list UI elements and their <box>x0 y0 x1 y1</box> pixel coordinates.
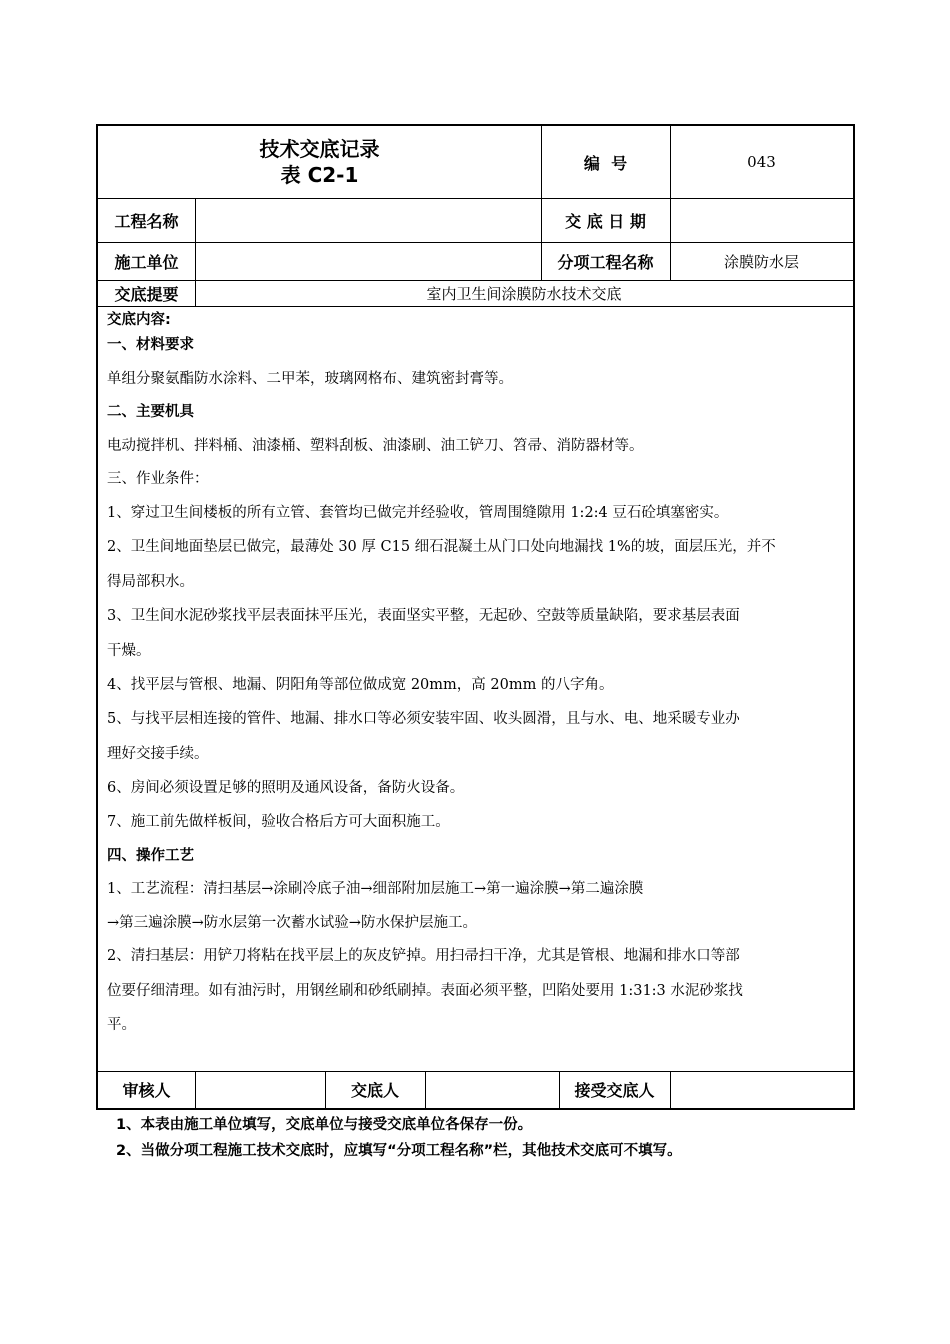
reviewer-label: 审核人 <box>122 1081 171 1100</box>
construction-unit-field[interactable] <box>195 242 541 280</box>
content-line: 四、操作工艺 <box>107 848 194 864</box>
content-line: 1、穿过卫生间楼板的所有立管、套管均已做完并经验收，管周围缝隙用 1:2:4 豆石砼填塞密实。 <box>107 505 729 521</box>
technical-briefing-form <box>96 124 855 1110</box>
content-line: 2、卫生间地面垫层已做完，最薄处 30 厚 C15 细石混凝土从门口处向地漏找 1%的坡，面层压光，并不 <box>107 539 776 555</box>
presenter-signature-field[interactable] <box>425 1071 559 1108</box>
content-line: 二、主要机具 <box>107 404 194 420</box>
content-line: 电动搅拌机、拌料桶、油漆桶、塑料刮板、油漆刷、油工铲刀、笤帚、消防器材等。 <box>107 438 644 454</box>
receiver-label: 接受交底人 <box>574 1081 655 1100</box>
presenter-label: 交底人 <box>350 1081 399 1100</box>
content-line: →第三遍涂膜→防水层第一次蓄水试验→防水保护层施工。 <box>107 915 477 931</box>
number-label: 编 号 <box>583 153 628 173</box>
content-line: 1、工艺流程：清扫基层→涂刷冷底子油→细部附加层施工→第一遍涂膜→第二遍涂膜 <box>107 881 644 897</box>
content-line: 2、清扫基层：用铲刀将粘在找平层上的灰皮铲掉。用扫帚扫干净，尤其是管根、地漏和排水口等部 <box>107 948 740 964</box>
subitem-name-label: 分项工程名称 <box>557 252 654 272</box>
form-title: 技术交底记录 <box>259 137 380 161</box>
briefing-date-label: 交 底 日 期 <box>565 211 646 231</box>
content-line: 干燥。 <box>107 643 151 659</box>
content-line: 平。 <box>107 1017 136 1033</box>
summary-value[interactable]: 室内卫生间涂膜防水技术交底 <box>426 284 622 303</box>
project-name-label: 工程名称 <box>114 211 179 231</box>
content-heading: 交底内容: <box>107 312 171 328</box>
content-line: 4、找平层与管根、地漏、阴阳角等部位做成宽 20mm，高 20mm 的八字角。 <box>107 677 614 693</box>
content-line: 5、与找平层相连接的管件、地漏、排水口等必须安装牢固、收头圆滑，且与水、电、地采暖专业办 <box>107 711 740 727</box>
content-line: 6、房间必须设置足够的照明及通风设备，备防火设备。 <box>107 780 465 796</box>
content-line: 得局部积水。 <box>107 574 194 590</box>
form-code: 表 C2-1 <box>280 163 359 187</box>
footnote-1: 1、本表由施工单位填写，交底单位与接受交底单位各保存一份。 <box>116 1117 533 1133</box>
content-line: 位要仔细清理。如有油污时，用钢丝刷和砂纸刷掉。表面必须平整，凹陷处要用 1:31:3 水泥砂浆找 <box>107 983 743 999</box>
summary-label: 交底提要 <box>114 284 179 304</box>
briefing-date-field[interactable] <box>670 198 853 242</box>
content-line: 单组分聚氨酯防水涂料、二甲苯，玻璃网格布、建筑密封膏等。 <box>107 371 513 387</box>
content-line: 3、卫生间水泥砂浆找平层表面抹平压光，表面坚实平整，无起砂、空鼓等质量缺陷，要求基层表面 <box>107 608 740 624</box>
project-name-field[interactable] <box>195 198 541 242</box>
subitem-name-value[interactable]: 涂膜防水层 <box>723 252 799 271</box>
receiver-signature-field[interactable] <box>670 1071 853 1108</box>
content-line: 7、施工前先做样板间，验收合格后方可大面积施工。 <box>107 814 450 830</box>
footnote-2: 2、当做分项工程施工技术交底时，应填写“分项工程名称”栏，其他技术交底可不填写。 <box>116 1143 682 1159</box>
content-line: 理好交接手续。 <box>107 746 209 762</box>
content-line: 一、材料要求 <box>107 337 194 353</box>
construction-unit-label: 施工单位 <box>114 252 179 272</box>
content-line: 三、作业条件： <box>107 471 209 487</box>
form-title-block <box>98 126 541 198</box>
number-value: 043 <box>747 153 776 171</box>
reviewer-signature-field[interactable] <box>195 1071 325 1108</box>
